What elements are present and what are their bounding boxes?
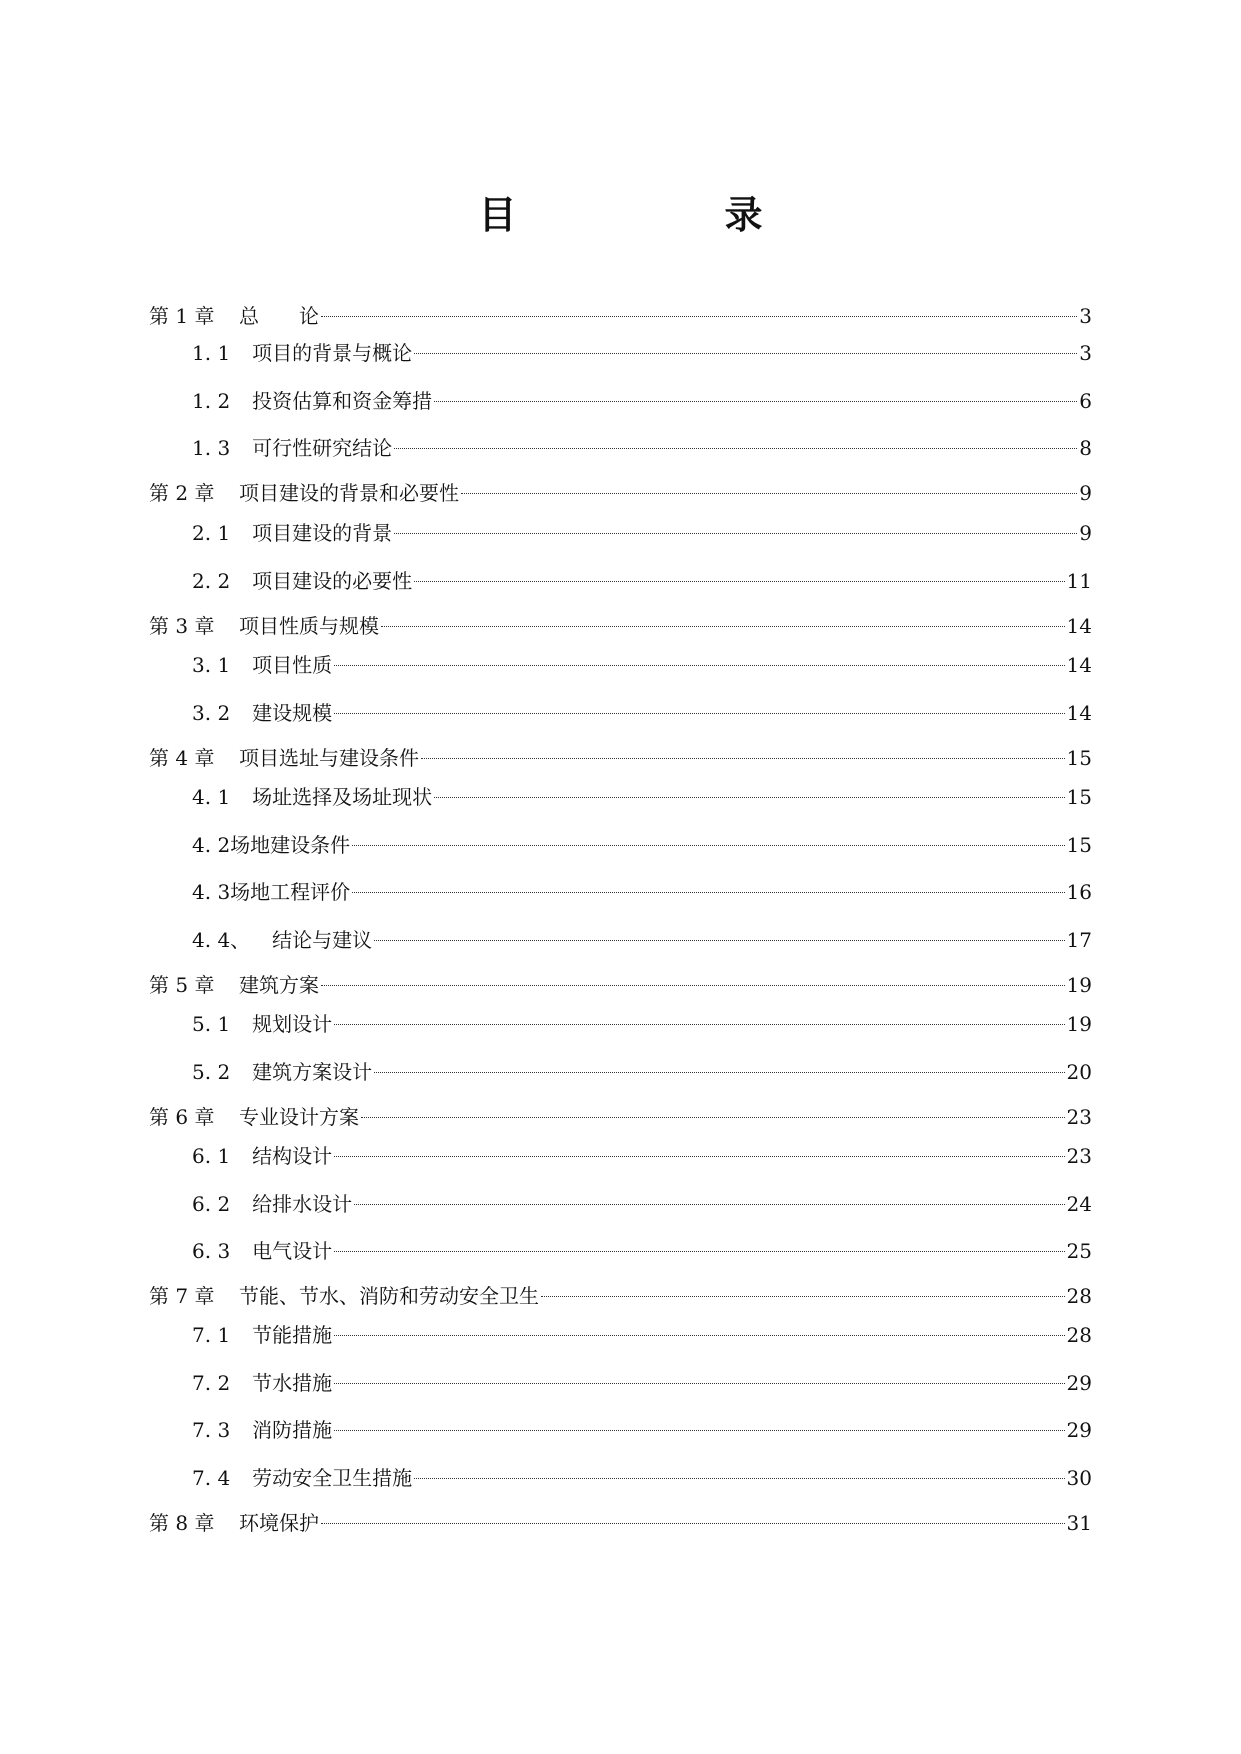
dot-leader (394, 533, 1077, 534)
toc-entry-page-number: 28 (1066, 1323, 1092, 1347)
dot-leader (321, 1523, 1065, 1524)
toc-entry-title: 总 论 (239, 304, 319, 328)
dot-leader (321, 985, 1065, 986)
toc-entry-page-number: 20 (1066, 1060, 1092, 1084)
toc-entry-title: 建设规模 (252, 701, 333, 725)
dot-leader (461, 493, 1077, 494)
toc-entry-page-number: 15 (1066, 833, 1092, 857)
toc-entry-number: 6. 3 (192, 1239, 231, 1263)
toc-entry-title: 可行性研究结论 (252, 436, 393, 460)
dot-leader (421, 758, 1065, 759)
toc-entry-page-number: 14 (1066, 653, 1092, 677)
dot-leader (434, 401, 1077, 402)
dot-leader (334, 1024, 1064, 1025)
toc-entry-page-number: 15 (1066, 746, 1092, 770)
toc-entry-title: 项目建设的背景和必要性 (239, 481, 459, 505)
toc-entry-page-number: 9 (1079, 481, 1092, 505)
toc-entry-page-number: 30 (1066, 1466, 1092, 1490)
toc-entry-title: 项目的背景与概论 (252, 341, 413, 365)
toc-chapter-entry[interactable] (149, 745, 1092, 771)
toc-entry-title: 项目建设的背景 (252, 521, 393, 545)
dot-leader (374, 940, 1064, 941)
dot-leader (352, 845, 1064, 846)
toc-entry-number: 2. 2 (192, 569, 231, 593)
toc-entry-page-number: 19 (1066, 1012, 1092, 1036)
toc-section-entry[interactable] (192, 832, 1092, 858)
dot-leader (361, 1117, 1065, 1118)
toc-entry-number: 7. 2 (192, 1371, 231, 1395)
toc-chapter-entry[interactable] (149, 613, 1092, 639)
toc-section-entry[interactable] (192, 652, 1092, 678)
toc-entry-number: 第 3 章 (149, 614, 215, 638)
toc-section-entry[interactable] (192, 1417, 1092, 1443)
toc-section-entry[interactable] (192, 568, 1092, 594)
toc-entry-page-number: 23 (1066, 1144, 1092, 1168)
dot-leader (334, 1430, 1064, 1431)
toc-entry-page-number: 17 (1066, 928, 1092, 952)
toc-entry-page-number: 19 (1066, 973, 1092, 997)
toc-section-entry[interactable] (192, 1191, 1092, 1217)
toc-entry-page-number: 3 (1079, 341, 1092, 365)
toc-entry-page-number: 25 (1066, 1239, 1092, 1263)
toc-section-entry[interactable] (192, 1143, 1092, 1169)
toc-entry-number: 4. 3 (192, 880, 231, 904)
toc-entry-title: 给排水设计 (252, 1192, 353, 1216)
toc-entry-title: 项目建设的必要性 (252, 569, 413, 593)
dot-leader (334, 1335, 1064, 1336)
toc-section-entry[interactable] (192, 700, 1092, 726)
toc-section-entry[interactable] (192, 1238, 1092, 1264)
dot-leader (381, 626, 1065, 627)
dot-leader (334, 1251, 1064, 1252)
toc-section-entry[interactable] (192, 927, 1092, 953)
toc-entry-page-number: 8 (1079, 436, 1092, 460)
toc-section-entry[interactable] (192, 1465, 1092, 1491)
toc-entry-number: 6. 1 (192, 1144, 231, 1168)
toc-entry-title: 消防措施 (252, 1418, 333, 1442)
toc-entry-number: 5. 1 (192, 1012, 231, 1036)
toc-entry-page-number: 11 (1066, 569, 1092, 593)
toc-entry-page-number: 15 (1066, 785, 1092, 809)
toc-entry-number: 2. 1 (192, 521, 231, 545)
toc-entry-number: 6. 2 (192, 1192, 231, 1216)
toc-entry-title: 投资估算和资金筹措 (252, 389, 433, 413)
toc-entry-title: 场址选择及场址现状 (252, 785, 433, 809)
toc-entry-page-number: 28 (1066, 1284, 1092, 1308)
toc-entry-page-number: 14 (1066, 614, 1092, 638)
toc-entry-page-number: 14 (1066, 701, 1092, 725)
toc-entry-number: 第 4 章 (149, 746, 215, 770)
toc-section-entry[interactable] (192, 1322, 1092, 1348)
toc-entry-page-number: 31 (1066, 1511, 1092, 1535)
toc-entry-title: 劳动安全卫生措施 (252, 1466, 413, 1490)
dot-leader (334, 665, 1064, 666)
toc-entry-title: 建筑方案设计 (252, 1060, 373, 1084)
dot-leader (334, 1156, 1064, 1157)
dot-leader (321, 316, 1077, 317)
toc-chapter-entry[interactable] (149, 1283, 1092, 1309)
toc-entry-title: 节能、节水、消防和劳动安全卫生 (239, 1284, 539, 1308)
toc-entry-title: 结论与建议 (272, 928, 373, 952)
toc-entry-number: 第 1 章 (149, 304, 215, 328)
toc-entry-title: 节能措施 (252, 1323, 333, 1347)
toc-entry-title: 电气设计 (252, 1239, 333, 1263)
dot-leader (414, 353, 1077, 354)
dot-leader (414, 581, 1064, 582)
toc-entry-number: 7. 4 (192, 1466, 231, 1490)
toc-section-entry[interactable] (192, 879, 1092, 905)
toc-entry-number: 1. 1 (192, 341, 231, 365)
toc-entry-number: 5. 2 (192, 1060, 231, 1084)
toc-entry-page-number: 3 (1079, 304, 1092, 328)
toc-entry-title: 节水措施 (252, 1371, 333, 1395)
toc-entry-number: 第 6 章 (149, 1105, 215, 1129)
toc-chapter-entry[interactable] (149, 480, 1092, 506)
toc-entry-page-number: 29 (1066, 1371, 1092, 1395)
toc-entry-number: 第 2 章 (149, 481, 215, 505)
dot-leader (541, 1296, 1065, 1297)
toc-entry-title: 项目性质 (252, 653, 333, 677)
toc-entry-title: 场地工程评价 (230, 880, 351, 904)
toc-entry-number: 第 8 章 (149, 1511, 215, 1535)
toc-section-entry[interactable] (192, 388, 1092, 414)
dot-leader (434, 797, 1064, 798)
toc-entry-title: 场地建设条件 (230, 833, 351, 857)
toc-entry-number: 4. 2 (192, 833, 231, 857)
toc-entry-number: 3. 2 (192, 701, 231, 725)
toc-section-entry[interactable] (192, 340, 1092, 366)
toc-entry-number: 7. 1 (192, 1323, 231, 1347)
toc-entry-title: 专业设计方案 (239, 1105, 359, 1129)
toc-entry-number: 第 5 章 (149, 973, 215, 997)
toc-entry-title: 结构设计 (252, 1144, 333, 1168)
dot-leader (352, 892, 1064, 893)
toc-section-entry[interactable] (192, 784, 1092, 810)
toc-chapter-entry[interactable] (149, 1104, 1092, 1130)
toc-entry-title: 环境保护 (239, 1511, 319, 1535)
toc-chapter-entry[interactable] (149, 972, 1092, 998)
dot-leader (414, 1478, 1064, 1479)
toc-section-entry[interactable] (192, 1011, 1092, 1037)
toc-entry-page-number: 9 (1079, 521, 1092, 545)
toc-entry-page-number: 24 (1066, 1192, 1092, 1216)
dot-leader (354, 1204, 1064, 1205)
toc-entry-number: 4. 4、 (192, 928, 251, 952)
toc-entry-title: 项目选址与建设条件 (239, 746, 419, 770)
toc-entry-number: 1. 2 (192, 389, 231, 413)
toc-entry-title: 规划设计 (252, 1012, 333, 1036)
toc-section-entry[interactable] (192, 435, 1092, 461)
page-title: 目 录 (478, 192, 807, 237)
toc-section-entry[interactable] (192, 1370, 1092, 1396)
toc-section-entry[interactable] (192, 520, 1092, 546)
toc-entry-number: 3. 1 (192, 653, 231, 677)
toc-entry-page-number: 29 (1066, 1418, 1092, 1442)
toc-entry-number: 1. 3 (192, 436, 231, 460)
toc-section-entry[interactable] (192, 1059, 1092, 1085)
dot-leader (334, 713, 1064, 714)
toc-entry-page-number: 6 (1079, 389, 1092, 413)
toc-entry-title: 建筑方案 (239, 973, 319, 997)
dot-leader (394, 448, 1077, 449)
toc-entry-page-number: 23 (1066, 1105, 1092, 1129)
toc-chapter-entry[interactable] (149, 1510, 1092, 1536)
dot-leader (374, 1072, 1064, 1073)
toc-entry-number: 7. 3 (192, 1418, 231, 1442)
dot-leader (334, 1383, 1064, 1384)
toc-entry-page-number: 16 (1066, 880, 1092, 904)
toc-entry-number: 第 7 章 (149, 1284, 215, 1308)
toc-entry-title: 项目性质与规模 (239, 614, 379, 638)
toc-chapter-entry[interactable] (149, 303, 1092, 329)
toc-entry-number: 4. 1 (192, 785, 231, 809)
